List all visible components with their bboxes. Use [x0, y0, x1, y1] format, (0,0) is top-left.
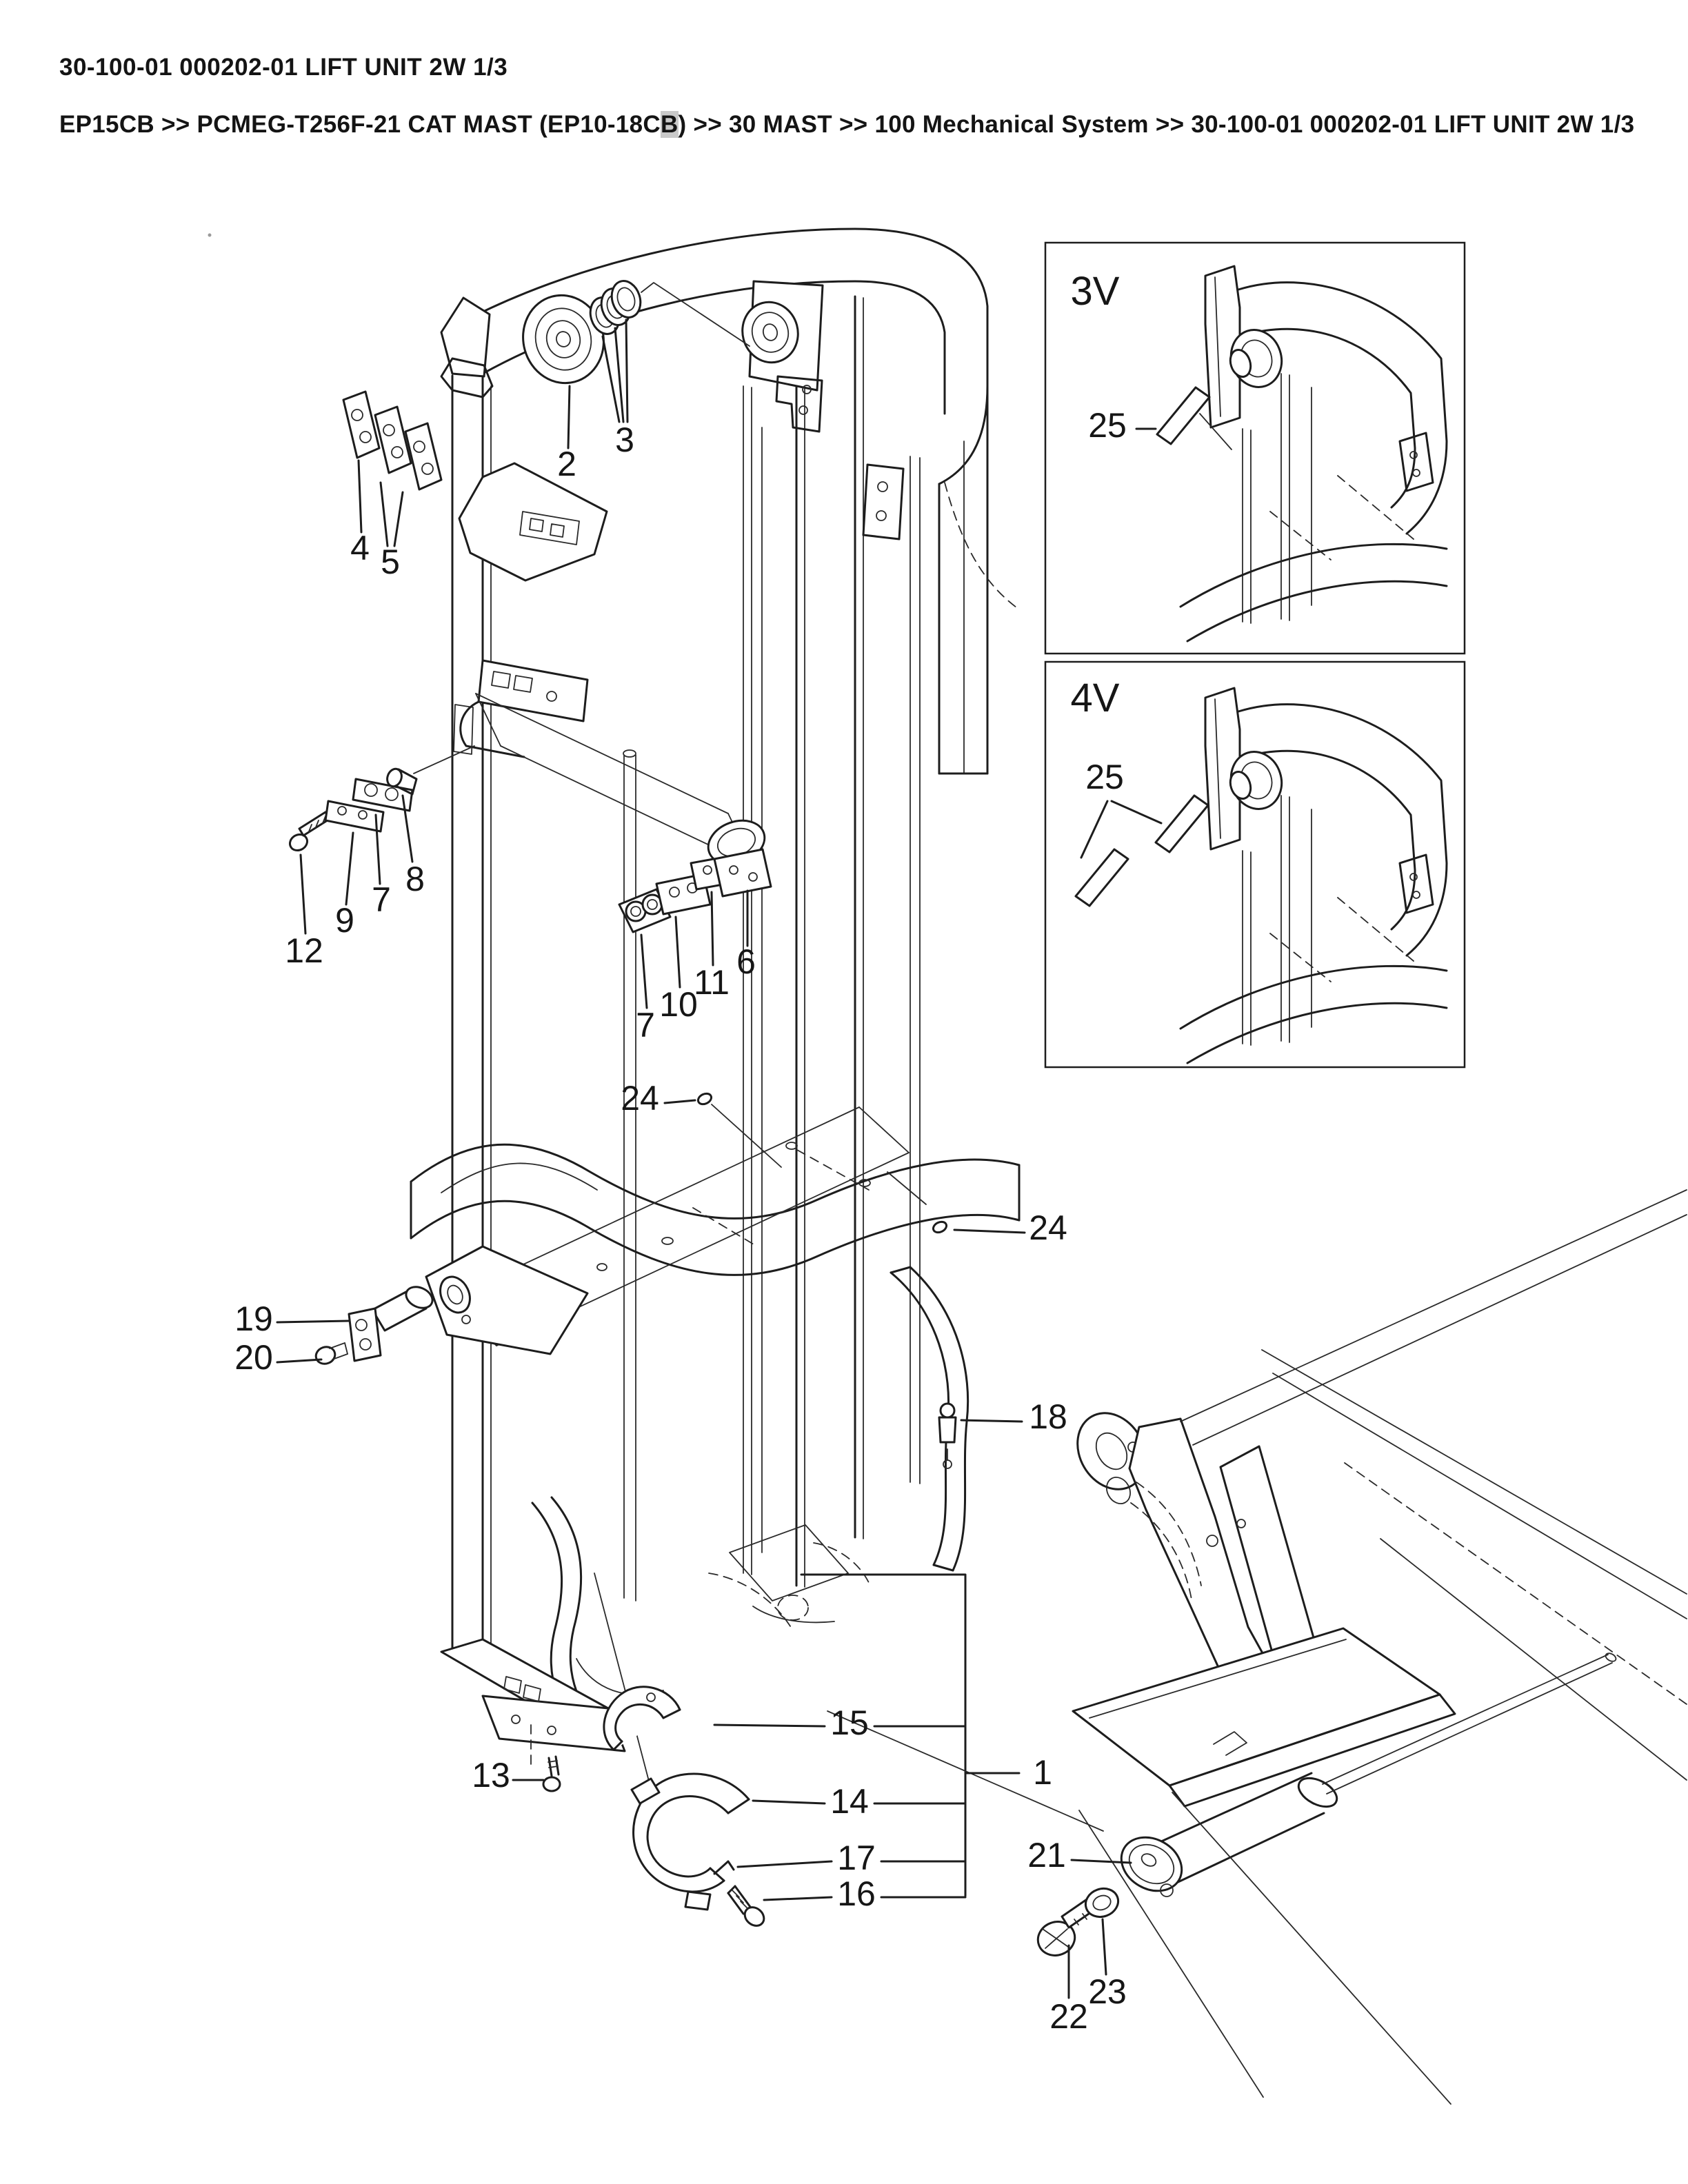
callout-22[interactable]: 22: [1049, 1997, 1088, 2036]
callout-2[interactable]: 2: [557, 445, 576, 483]
leader-line: [626, 320, 627, 422]
breadcrumb-text-before: EP15CB >> PCMEG-T256F-21 CAT MAST (EP10-18C: [59, 111, 661, 138]
leader-line: [381, 483, 388, 546]
leader-line: [1081, 801, 1107, 858]
bearing-bracket-part-15: [604, 1687, 680, 1750]
callout-16[interactable]: 16: [837, 1874, 876, 1913]
grease-fitting-part-18: [939, 1404, 956, 1468]
leader-line: [277, 1321, 349, 1322]
shim-plate-part-25-upper: [1156, 796, 1208, 852]
mast-structure: [441, 229, 1019, 1655]
callout-11[interactable]: 11: [694, 963, 730, 1002]
callout-15[interactable]: 15: [830, 1703, 869, 1742]
shim-plate-part-25-lower: [1076, 849, 1128, 906]
callout-18[interactable]: 18: [1029, 1397, 1067, 1436]
leader-line: [1112, 801, 1161, 823]
leader-line: [359, 461, 361, 532]
callout-5[interactable]: 5: [381, 543, 400, 581]
callout-19[interactable]: 19: [234, 1300, 273, 1338]
bolt-part-20: [314, 1343, 348, 1366]
mount-bracket-assembly: [1064, 1401, 1455, 1806]
callout-10[interactable]: 10: [659, 985, 698, 1024]
leader-line: [738, 1861, 832, 1867]
callout-25[interactable]: 25: [1085, 758, 1124, 796]
breadcrumb-text-after: ) >> 30 MAST >> 100 Mechanical System >> 30-100-01 000202-01 LIFT UNIT 2W 1/3: [678, 111, 1635, 138]
anchor-pin-part-19: [349, 1283, 436, 1361]
leader-line: [301, 855, 305, 933]
upper-left-mount-bracket: [459, 463, 607, 580]
leader-line: [954, 1230, 1025, 1233]
main-figure: [287, 229, 1687, 2104]
callout-layer: [234, 269, 1161, 2036]
leader-line: [764, 1897, 832, 1900]
leader-line: [277, 1359, 321, 1362]
callout-23[interactable]: 23: [1088, 1972, 1127, 2011]
callout-9[interactable]: 9: [335, 901, 354, 940]
callout-21[interactable]: 21: [1027, 1836, 1066, 1874]
leader-line: [712, 892, 713, 965]
callout-25[interactable]: 25: [1088, 406, 1127, 445]
callout-24[interactable]: 24: [621, 1079, 659, 1118]
leader-line: [394, 492, 403, 546]
leader-line: [714, 1725, 825, 1726]
leader-line: [1103, 1919, 1106, 1974]
bolt-part-16: [728, 1886, 767, 1930]
callout-20[interactable]: 20: [234, 1338, 273, 1377]
callout-3[interactable]: 3: [615, 421, 634, 459]
callout-12[interactable]: 12: [285, 931, 323, 970]
screw-target-24-left: [696, 1091, 713, 1106]
callout-4[interactable]: 4: [350, 529, 370, 567]
leader-line: [641, 935, 647, 1008]
leader-line: [568, 386, 570, 448]
leader-line: [753, 1801, 825, 1803]
mid-left-bracket: [414, 660, 753, 866]
scan-speck: [208, 234, 212, 237]
leader-line: [961, 1420, 1022, 1422]
callout-7[interactable]: 7: [636, 1006, 655, 1044]
callout-17[interactable]: 17: [837, 1839, 876, 1877]
inset-label-3V: 3V: [1070, 269, 1120, 314]
callout-1[interactable]: 1: [1033, 1753, 1052, 1792]
breadcrumb-highlight: B: [660, 111, 679, 138]
callout-14[interactable]: 14: [830, 1782, 869, 1821]
bolt-part-13: [543, 1757, 560, 1791]
screw-target-24-right: [932, 1220, 948, 1234]
callout-13[interactable]: 13: [472, 1756, 510, 1794]
page-title: 30-100-01 000202-01 LIFT UNIT 2W 1/3: [59, 54, 508, 81]
leader-line: [665, 1100, 695, 1103]
callout-6[interactable]: 6: [736, 942, 756, 981]
carriage-assembly: [411, 1091, 1019, 1354]
callout-24[interactable]: 24: [1029, 1209, 1067, 1247]
callout-8[interactable]: 8: [405, 860, 425, 898]
leader-line: [346, 833, 353, 904]
callout-7[interactable]: 7: [372, 880, 391, 919]
leader-line: [676, 917, 680, 987]
inset-4v: [1045, 662, 1465, 1067]
inset-label-4V: 4V: [1070, 676, 1120, 720]
